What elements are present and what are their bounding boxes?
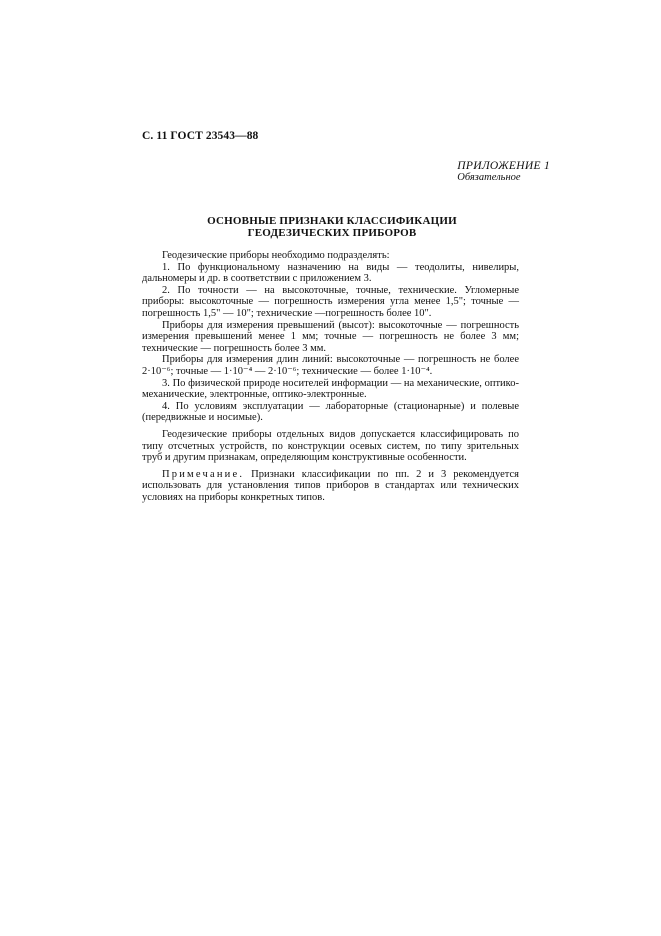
appendix-status: Обязательное — [457, 172, 521, 183]
paragraph-intro: Геодезические приборы необходимо подразделять: — [162, 250, 390, 261]
section-title — [142, 215, 522, 239]
page-header: С. 11 ГОСТ 23543—88 — [142, 130, 259, 142]
paragraph-lengths: Приборы для измерения длин линий: высокоточные — погрешность не более 2·10⁻⁶; точные — 1·10⁻⁴ — 2·10⁻⁶; технические — более 1·10⁻⁴. — [142, 354, 519, 377]
paragraph-item-1: 1. По функциональному назначению на виды — теодолиты, нивелиры, дальномеры и др. в соответствии с приложением 3. — [142, 261, 519, 285]
paragraph-additional: Геодезические приборы отдельных видов допускается классифицировать по типу отсчетных устройств, по конструкции осевых систем, по типу зрительных труб и другим признакам, определяющим конструктивные особенности. — [142, 428, 519, 464]
paragraph-item-4: 4. По условиям эксплуатации — лабораторные (стационарные) и полевые (передвижные и носимые). — [142, 400, 519, 424]
note-paragraph — [142, 469, 519, 504]
document-body — [142, 250, 519, 503]
section-title-line-1: ОСНОВНЫЕ ПРИЗНАКИ КЛАССИФИКАЦИИ — [207, 215, 457, 227]
note-text: Признаки классификации по пп. 2 и 3 рекомендуется использовать для установления типов приборов в стандартах или технических условиях на приборы конкретных типов. — [142, 468, 519, 503]
paragraph-item-2: 2. По точности — на высокоточные, точные, технические. Угломерные приборы: высокоточные — погрешность измерения угла менее 1,5"; точные — погрешность 1,5" — 10"; технические —погрешность более 10". — [142, 284, 519, 319]
note-label: Примечание. — [162, 468, 245, 480]
section-title-line-2: ГЕОДЕЗИЧЕСКИХ ПРИБОРОВ — [247, 227, 417, 239]
appendix-label — [457, 160, 550, 184]
paragraph-heights: Приборы для измерения превышений (высот): высокоточные — погрешность измерения превышений менее 1 мм; точные — погрешность не более 3 мм; технические — погрешность более 3 мм. — [142, 319, 519, 354]
paragraph-item-3: 3. По физической природе носителей информации — на механические, оптико-механические, электронные, оптико-электронные. — [142, 377, 519, 401]
appendix-title: ПРИЛОЖЕНИЕ 1 — [457, 160, 550, 172]
